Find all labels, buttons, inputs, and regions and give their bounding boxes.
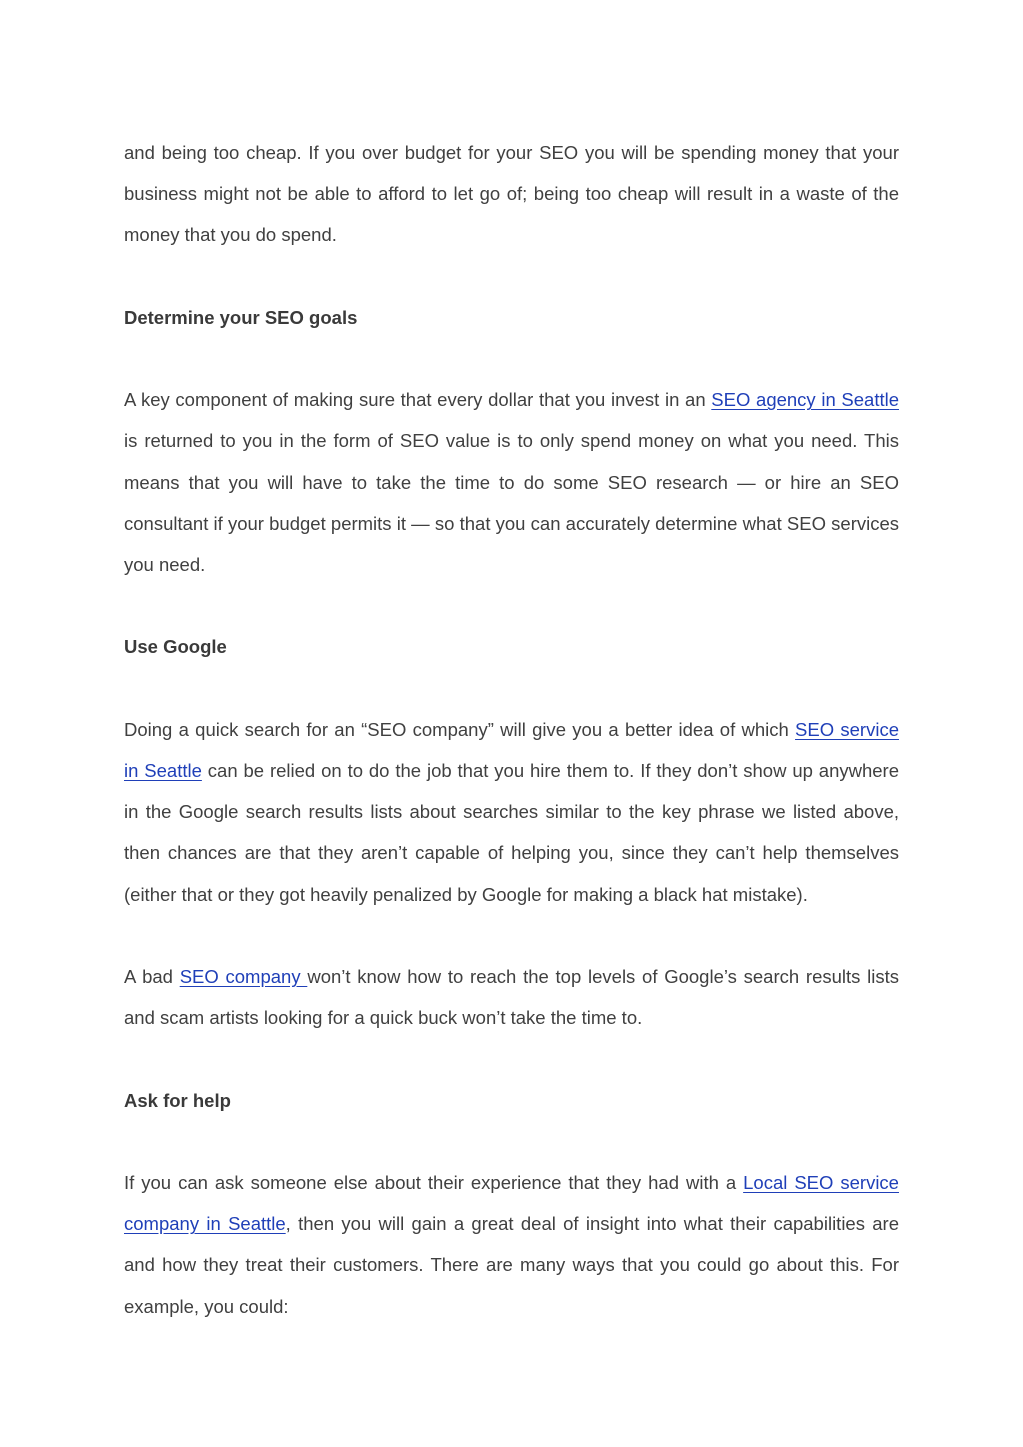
document-page	[124, 132, 899, 1327]
link-seo-service-seattle[interactable]: SEO service in Seattle	[124, 718, 899, 781]
paragraph-budget	[124, 132, 899, 256]
paragraph-quick-search	[124, 709, 899, 915]
heading-determine-goals: Determine your SEO goals	[124, 306, 358, 328]
paragraph-bad-company	[124, 956, 899, 1038]
link-local-seo-service-company-seattle[interactable]: Local SEO service company in Seattle	[124, 1171, 899, 1235]
link-seo-company[interactable]: SEO company	[179, 965, 308, 987]
paragraph-ask-someone	[124, 1162, 899, 1327]
spacer	[124, 338, 899, 379]
spacer	[124, 1121, 899, 1162]
heading-ask-for-help: Ask for help	[124, 1089, 231, 1111]
paragraph-text-pre: Doing a quick search for an “SEO company” will give you a better idea of which	[124, 718, 796, 740]
paragraph-text: and being too cheap. If you over budget for your SEO you will be spending money that your business might not be able to afford to let go of; being too cheap will result in a waste of the money that you do spend.	[124, 142, 899, 246]
paragraph-text-pre: A key component of making sure that every dollar that you invest in an	[124, 389, 712, 411]
spacer	[124, 1038, 899, 1079]
paragraph-text-pre: A bad	[124, 965, 180, 987]
paragraph-key-component	[124, 379, 899, 585]
heading-use-google: Use Google	[124, 636, 227, 658]
paragraph-text-post: can be relied on to do the job that you hire them to. If they don’t show up anywhere in the Google search results lists about searches similar to the key phrase we listed above, then chances are that they aren’t capable of helping you, since they can’t help themselves (either that or they got heavily penalized by Google for making a black hat mistake).	[124, 759, 899, 905]
spacer	[124, 585, 899, 626]
paragraph-text-post: won’t know how to reach the top levels of Google’s search results lists and scam artists looking for a quick buck won’t take the time to.	[124, 965, 900, 1029]
paragraph-text-pre: If you can ask someone else about their experience that they had with a	[124, 1171, 744, 1193]
spacer	[124, 915, 899, 956]
link-seo-agency-seattle[interactable]: SEO agency in Seattle	[711, 389, 899, 411]
paragraph-text-post: , then you will gain a great deal of insight into what their capabilities are and how they treat their customers. There are many ways that you could go about this. For example, you could:	[124, 1213, 900, 1317]
spacer	[124, 256, 899, 297]
paragraph-text-post: is returned to you in the form of SEO value is to only spend money on what you need. This means that you will have to take the time to do some SEO research — or hire an SEO consultant if your budget permits it — so that you can accurately determine what SEO services you need.	[124, 430, 899, 575]
spacer	[124, 668, 899, 709]
